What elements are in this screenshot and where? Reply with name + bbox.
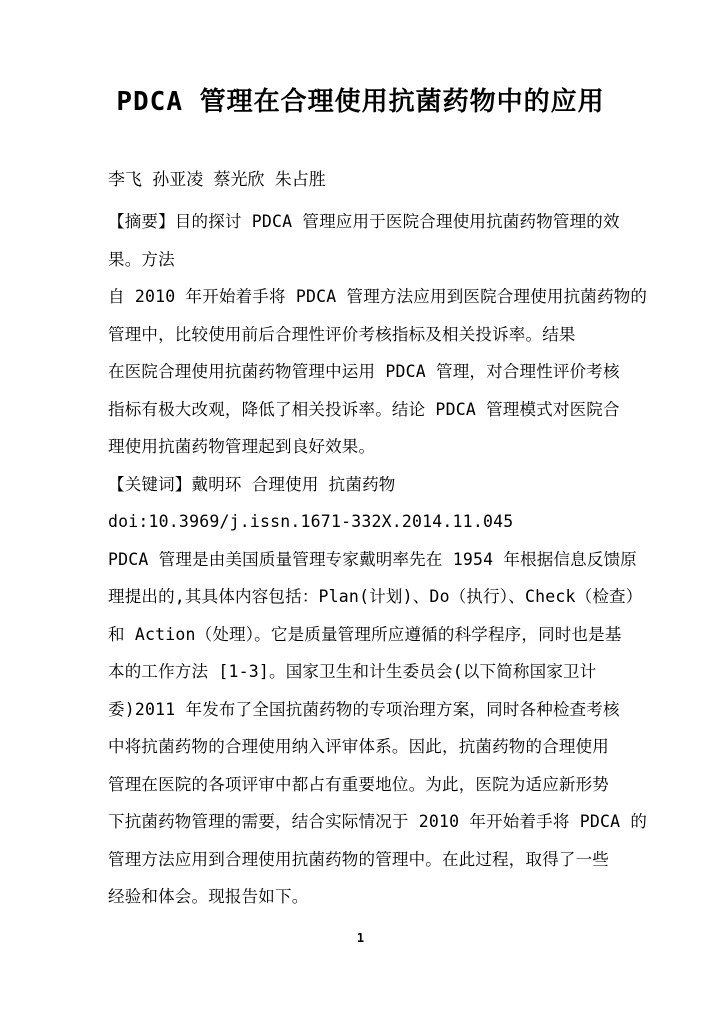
text-line: 下抗菌药物管理的需要，结合实际情况于 2010 年开始着手将 PDCA 的: [108, 812, 648, 831]
page-number: 1: [356, 931, 365, 945]
text-line: 果。方法: [108, 249, 175, 269]
text-line: 指标有极大改观，降低了相关投诉率。结论 PDCA 管理模式对医院合: [108, 399, 620, 419]
authors-line: 李飞 孙亚凌 蔡光欣 朱占胜: [108, 170, 326, 190]
text-line: 委)2011 年发布了全国抗菌药物的专项治理方案，同时各种检查考核: [108, 699, 620, 719]
page-title: PDCA 管理在合理使用抗菌药物中的应用: [116, 87, 605, 117]
text-line: 管理方法应用到合理使用抗菌药物的管理中。在此过程，取得了一些: [108, 849, 609, 869]
text-line: 中将抗菌药物的合理使用纳入评审体系。因此，抗菌药物的合理使用: [108, 737, 609, 756]
text-line: 和 Action（处理）。它是质量管理所应遵循的科学程序，同时也是基: [108, 624, 622, 644]
text-line-doi: doi:10.3969/j.issn.1671-332X.2014.11.045: [108, 512, 514, 531]
text-line-abstract: 【摘要】目的探讨 PDCA 管理应用于医院合理使用抗菌药物管理的效: [108, 212, 620, 231]
body-text: [108, 203, 648, 916]
text-line-keywords: 【关键词】戴明环 合理使用 抗菌药物: [108, 474, 396, 494]
text-line: 理提出的,其具体内容包括：Plan(计划)、Do（执行）、Check（检查）: [108, 587, 643, 606]
text-line: 管理在医院的各项评审中都占有重要地位。为此，医院为适应新形势: [108, 774, 609, 794]
text-line: PDCA 管理是由美国质量管理专家戴明率先在 1954 年根据信息反馈原: [108, 549, 637, 569]
text-line: 自 2010 年开始着手将 PDCA 管理方法应用到医院合理使用抗菌药物的: [108, 287, 648, 306]
text-line: 在医院合理使用抗菌药物管理中运用 PDCA 管理，对合理性评价考核: [108, 362, 620, 381]
text-line: 理使用抗菌药物管理起到良好效果。: [108, 437, 376, 456]
text-line: 经验和体会。现报告如下。: [108, 887, 309, 906]
text-line: 管理中，比较使用前后合理性评价考核指标及相关投诉率。结果: [108, 324, 576, 344]
text-line: 本的工作方法 [1-3]。国家卫生和计生委员会(以下简称国家卫计: [108, 662, 597, 681]
